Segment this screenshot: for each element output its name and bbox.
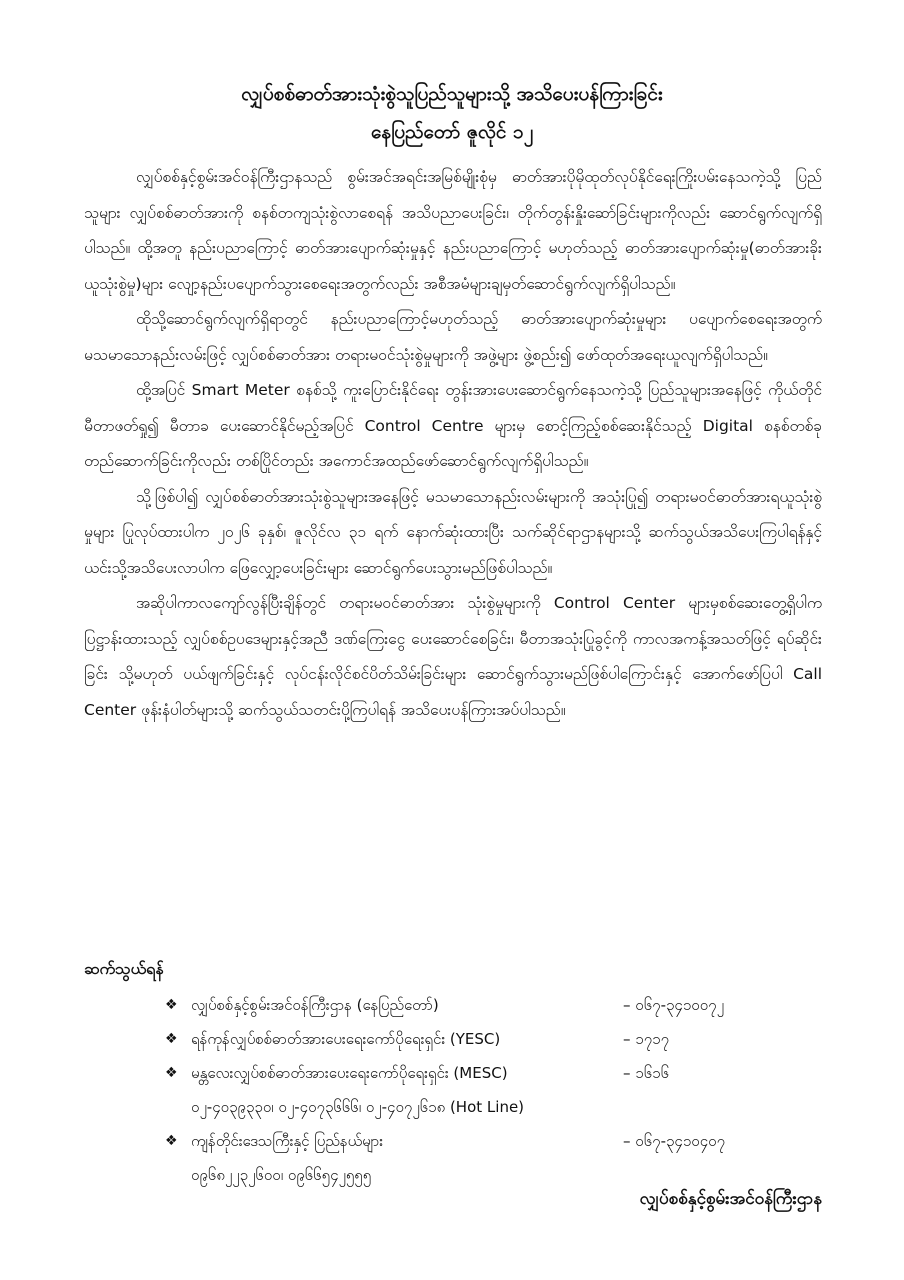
contact-extra-phones: ၀၂-၄၀၃၉၃၃၀၊ ၀၂-၄၀၇၃၆၆၆၊ ၀၂-၄၀၇၂၆၁၈ (Hot Line) (191, 1098, 525, 1116)
contact-heading: ဆက်သွယ်ရန် (84, 959, 164, 978)
contact-phone: – ၁၇၁၇ (623, 1030, 670, 1048)
contact-phone: – ၀၆၇-၃၄၁၀၀၇၂ (623, 996, 724, 1014)
paragraph: အဆိုပါကာလကျော်လွန်ပြီးချိန်တွင် တရားမဝင်ဓာတ်အား သုံးစွဲမှုများကို Control Center များမှစစ်ဆေးတွေ့ရှိပါက ပြဋ္ဌာန်းထားသည့် လျှပ်စစ်ဥပဒေများနှင့်အညီ ဒဏ်ကြေးငွေ ပေးဆောင်စေခြင်း၊ မီတာအသုံးပြုခွင့်ကို ကာလအကန့်အသတ်ဖြင့် ရပ်ဆိုင်းခြင်း သို့မဟုတ် ပယ်ဖျက်ခြင်းနှင့် လုပ်ငန်းလိုင်စင်ပိတ်သိမ်းခြင်းများ ဆောင်ရွက်သွားမည်ဖြစ်ပါကြောင်းနှင့် အောက်ဖော်ပြပါ Call Center ဖုန်းနံပါတ်များသို့ ဆက်သွယ်သတင်းပို့ကြပါရန် အသိပေးပန်ကြားအပ်ပါသည်။ (84, 594, 822, 719)
contact-name: မန္တလေးလျှပ်စစ်ဓာတ်အားပေးရေးကော်ပိုရေးရှင်း (MESC) (191, 1064, 508, 1082)
contact-name: လျှပ်စစ်နှင့်စွမ်းအင်ဝန်ကြီးဌာန (နေပြည်တော်) (191, 996, 439, 1014)
announcement-title: လျှပ်စစ်ဓာတ်အားသုံးစွဲသူပြည်သူများသို့ အသိပေးပန်ကြားခြင်း (241, 83, 663, 105)
contact-item (165, 1124, 815, 1192)
location-date: နေပြည်တော် ဇူလိုင် ၁၂ (370, 121, 534, 143)
contact-item (165, 1022, 815, 1056)
contact-phone: – ၁၆၁၆ (623, 1064, 670, 1082)
contact-list (165, 988, 815, 1192)
diamond-bullet-icon: ❖ (165, 1065, 178, 1081)
diamond-bullet-icon: ❖ (165, 1133, 178, 1149)
diamond-bullet-icon: ❖ (165, 1031, 178, 1047)
contact-phone: – ၀၆၇-၃၄၁၀၄၀၇ (623, 1132, 726, 1150)
announcement-body (84, 160, 822, 728)
diamond-bullet-icon: ❖ (165, 997, 178, 1013)
paragraph: ထို့အပြင် Smart Meter စနစ်သို့ ကူးပြောင်းနိုင်ရေး တွန်းအားပေးဆောင်ရွက်နေသကဲ့သို့ ပြည်သူများအနေဖြင့် ကိုယ်တိုင် မီတာဖတ်ရှု၍ မီတာခ ပေးဆောင်နိုင်မည့်အပြင် Control Centre များမှ စောင့်ကြည့်စစ်ဆေးနိုင်သည့် Digital စနစ်တစ်ခု တည်ဆောက်ခြင်းကိုလည်း တစ်ပြိုင်တည်း အကောင်အထည်ဖော်ဆောင်ရွက်လျက်ရှိပါသည်။ (84, 381, 822, 470)
paragraph: လျှပ်စစ်နှင့်စွမ်းအင်ဝန်ကြီးဌာနသည် စွမ်းအင်အရင်းအမြစ်မျိုးစုံမှ ဓာတ်အားပိုမိုထုတ်လုပ်နိုင်ရေးကြိုးပမ်းနေသကဲ့သို့ ပြည်သူများ လျှပ်စစ်ဓာတ်အားကို စနစ်တကျသုံးစွဲလာစေရန် အသိပညာပေးခြင်း၊ တိုက်တွန်းနှိုးဆော်ခြင်းများကိုလည်း ဆောင်ရွက်လျက်ရှိပါသည်။ ထို့အတူ နည်းပညာကြောင့် ဓာတ်အားပျောက်ဆုံးမှုနှင့် နည်းပညာကြောင့် မဟုတ်သည့် ဓာတ်အားပျောက်ဆုံးမှု(ဓာတ်အားခိုးယူသုံးစွဲမှု)များ လျော့နည်းပပျောက်သွားစေရေးအတွက်လည်း အစီအမံများချမှတ်ဆောင်ရွက်လျက်ရှိပါသည်။ (84, 168, 822, 293)
contact-name: ကျန်တိုင်းဒေသကြီးနှင့် ပြည်နယ်များ (191, 1132, 384, 1150)
paragraph: ထိုသို့ဆောင်ရွက်လျက်ရှိရာတွင် နည်းပညာကြောင့်မဟုတ်သည့် ဓာတ်အားပျောက်ဆုံးမှုများ ပပျောက်စေရေးအတွက် မသမာသောနည်းလမ်းဖြင့် လျှပ်စစ်ဓာတ်အား တရားမဝင်သုံးစွဲမှုများကို အဖွဲ့များ ဖွဲ့စည်း၍ ဖော်ထုတ်အရေးယူလျက်ရှိပါသည်။ (84, 310, 822, 364)
issuer-signature: လျှပ်စစ်နှင့်စွမ်းအင်ဝန်ကြီးဌာန (639, 1189, 822, 1209)
contact-item (165, 988, 815, 1022)
contact-item (165, 1056, 815, 1124)
paragraph: သို့ဖြစ်ပါ၍ လျှပ်စစ်ဓာတ်အားသုံးစွဲသူများအနေဖြင့် မသမာသောနည်းလမ်းများကို အသုံးပြု၍ တရားမဝင်ဓာတ်အားရယူသုံးစွဲမှုများ ပြုလုပ်ထားပါက ၂၀၂၆ ခုနှစ်၊ ဇူလိုင်လ ၃၁ ရက် နောက်ဆုံးထားပြီး သက်ဆိုင်ရာဌာနများသို့ ဆက်သွယ်အသိပေးကြပါရန်နှင့် ယင်းသို့အသိပေးလာပါက ဖြေလျှော့ပေးခြင်းများ ဆောင်ရွက်ပေးသွားမည်ဖြစ်ပါသည်။ (84, 487, 822, 577)
contact-name: ရန်ကုန်လျှပ်စစ်ဓာတ်အားပေးရေးကော်ပိုရေးရှင်း (YESC) (191, 1030, 501, 1048)
contact-extra-phones: ၀၉၆၈၂၂၃၂၆၀၀၊ ၀၉၆၆၅၄၂၅၅၅ (191, 1166, 372, 1184)
